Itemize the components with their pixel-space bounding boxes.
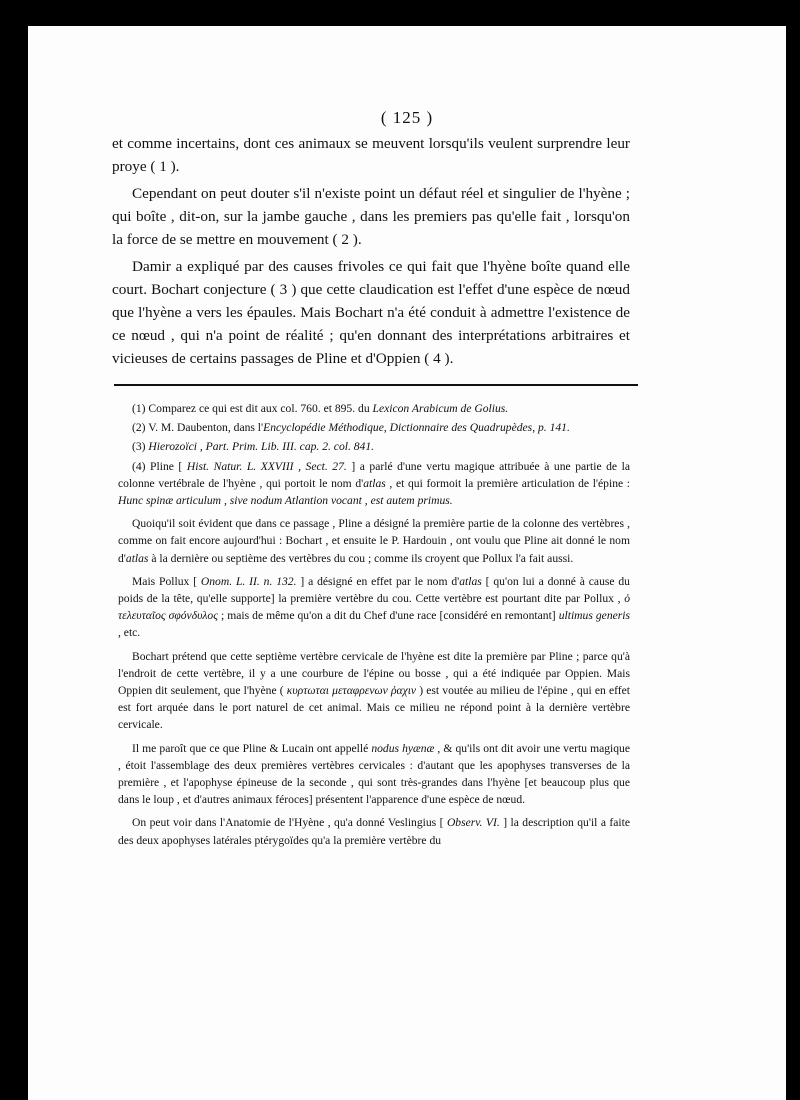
- note-paragraph-2-a: Mais Pollux [: [132, 574, 201, 588]
- note-paragraph-3-greek: κυρτωται μεταφρενων ῥαχιν: [286, 684, 417, 698]
- footnote-2-sep: ,: [383, 421, 390, 435]
- footnote-4-body: ] a parlé d'une vertu magique attribuée à une partie de la colonne vertébrale de l'hyène , qui portoit le nom d': [118, 459, 630, 490]
- footnote-4-latin: Hunc spinæ articulum , sive nodum Atlantion vocant , est autem primus.: [118, 494, 453, 508]
- footnotes: [118, 400, 630, 851]
- note-paragraph-3: [118, 648, 630, 734]
- note-paragraph-3-a: Bochart prétend que cette septième vertèbre cervicale de l'hyène est dite la première par Pline ; parce qu'à l'endroit de cette vertèbre, il y a une courbure de l'épine ou bosse , qui a été indiquée par Oppien. Mais Oppien dit seulement, que l'hyène (: [118, 649, 630, 698]
- note-paragraph-2-d: ; mais de même qu'on a dit du Chef d'une race [considéré en remontant]: [217, 609, 559, 623]
- footnote-2-page: p. 141.: [537, 421, 570, 435]
- paragraph-2: Cependant on peut douter s'il n'existe point un défaut réel et singulier de l'hyène ; qui boîte , dit-on, sur la jambe gauche , dans les premiers pas qu'elle fait , lorsqu'on la force de se mettre en mouvement ( 2 ).: [112, 185, 630, 248]
- note-paragraph-2-latin: ultimus generis: [558, 609, 631, 623]
- note-paragraph-2-ref: Onom. L. II. n. 132.: [200, 574, 297, 588]
- footnote-2-sep-2: ,: [532, 421, 538, 435]
- footnote-1: [118, 400, 630, 417]
- note-paragraph-1-b: à la dernière ou septième des vertèbres du cou ; comme ils croyent que Pollux l'a fait aussi.: [148, 551, 574, 565]
- footnote-1-title: Lexicon Arabicum de Golius.: [372, 402, 509, 415]
- footnote-3: [118, 438, 630, 455]
- note-paragraph-2: [118, 573, 630, 642]
- note-paragraph-1: [118, 515, 630, 567]
- note-paragraph-5-b: ] la description qu'il a faite des deux apophyses latérales ptérygoïdes qu'a la première vertèbre du: [118, 816, 631, 847]
- main-text: [112, 132, 630, 374]
- note-paragraph-1-atlas: atlas: [125, 551, 149, 565]
- footnote-4-atlas: atlas: [363, 476, 386, 490]
- footnote-divider: [114, 384, 638, 386]
- page-number: ( 125 ): [380, 108, 434, 127]
- note-paragraph-2-e: , etc.: [118, 626, 141, 640]
- footnote-4-text: (4) Pline [: [132, 459, 187, 473]
- paragraph-1: et comme incertains, dont ces animaux se meuvent lorsqu'ils veulent surprendre leur proye ( 1 ).: [112, 135, 630, 175]
- footnote-4-body-2: , et qui formoit la première articulation de l'épine :: [385, 476, 630, 490]
- note-paragraph-5: [118, 814, 630, 848]
- book-page: [28, 26, 786, 1100]
- note-paragraph-2-greek: ὁ τελευταῖος σφόνδυλος: [118, 592, 630, 623]
- note-paragraph-5-a: On peut voir dans l'Anatomie de l'Hyène , qu'a donné Veslingius [: [132, 816, 447, 830]
- footnote-2: [118, 419, 630, 436]
- note-paragraph-1-a: Quoiqu'il soit évident que dans ce passage , Pline a désigné la première partie de la colonne des vertèbres , comme on fait encore aujourd'hui : Bochart , et ensuite le P. Hardouin , ont voulu que Pline ait donné le nom d': [118, 517, 630, 565]
- footnote-4: [118, 458, 630, 510]
- note-paragraph-2-b: ] a désigné en effet par le nom d': [296, 574, 460, 588]
- footnote-3-text: (3): [132, 440, 149, 454]
- paragraph-3: Damir a expliqué par des causes frivoles ce qui fait que l'hyène boîte quand elle court. Bochart conjecture ( 3 ) que cette claudication est l'effet d'une espèce de nœud que l'hyène a vers les épaules. Mais Bochart n'a été conduit à admettre l'existence de ce nœud , qui n'a point de réalité ; qu'en donnant des interprétations arbitraires et vicieuses de certains passages de Pline et d'Oppien ( 4 ).: [112, 258, 630, 367]
- footnote-2-title-2: Dictionnaire des Quadrupèdes: [389, 421, 533, 435]
- footnote-1-text: (1) Comparez ce qui est dit aux col. 760. et 895. du: [132, 402, 373, 415]
- note-paragraph-4-a: Il me paroît que ce que Pline & Lucain ont appellé: [132, 741, 372, 755]
- note-paragraph-3-b: ) est voutée au milieu de l'épine , qui en effet est fort arquée dans le port naturel de cet animal. Mais ce milieu ne répond point à la dernière vertèbre cervicale.: [118, 684, 630, 732]
- note-paragraph-2-atlas: atlas: [459, 574, 482, 588]
- footnote-4-ref: Hist. Natur. L. XXVIII , Sect. 27.: [186, 459, 347, 473]
- footnote-3-ref: Hierozoïci , Part. Prim. Lib. III. cap. 2. col. 841.: [148, 440, 375, 454]
- note-paragraph-4-b: , & qu'ils ont dit avoir une vertu magique , étoit l'assemblage des deux premières vertèbres cervicales : d'autant que les apophyses transverses de la première , et l'apophyse épineuse de la seconde , qui sont très-grandes dans l'hyène [et beaucoup plus que dans le loup , et d'autres animaux féroces] présentent l'apparence d'une espèce de nœud.: [118, 741, 630, 807]
- footnote-2-title-1: Encyclopédie Méthodique: [263, 421, 384, 435]
- note-paragraph-4: [118, 740, 630, 809]
- note-paragraph-4-latin: nodus hyænæ: [371, 741, 435, 755]
- footnote-2-text: (2) V. M. Daubenton, dans l': [132, 421, 264, 435]
- note-paragraph-2-c: [ qu'on lui a donné à cause du poids de la tête, qu'elle supporte] la première vertèbre du cou. Cette vertèbre est pourtant dite par Pollux ,: [118, 574, 630, 606]
- note-paragraph-5-ref: Observ. VI.: [446, 816, 500, 830]
